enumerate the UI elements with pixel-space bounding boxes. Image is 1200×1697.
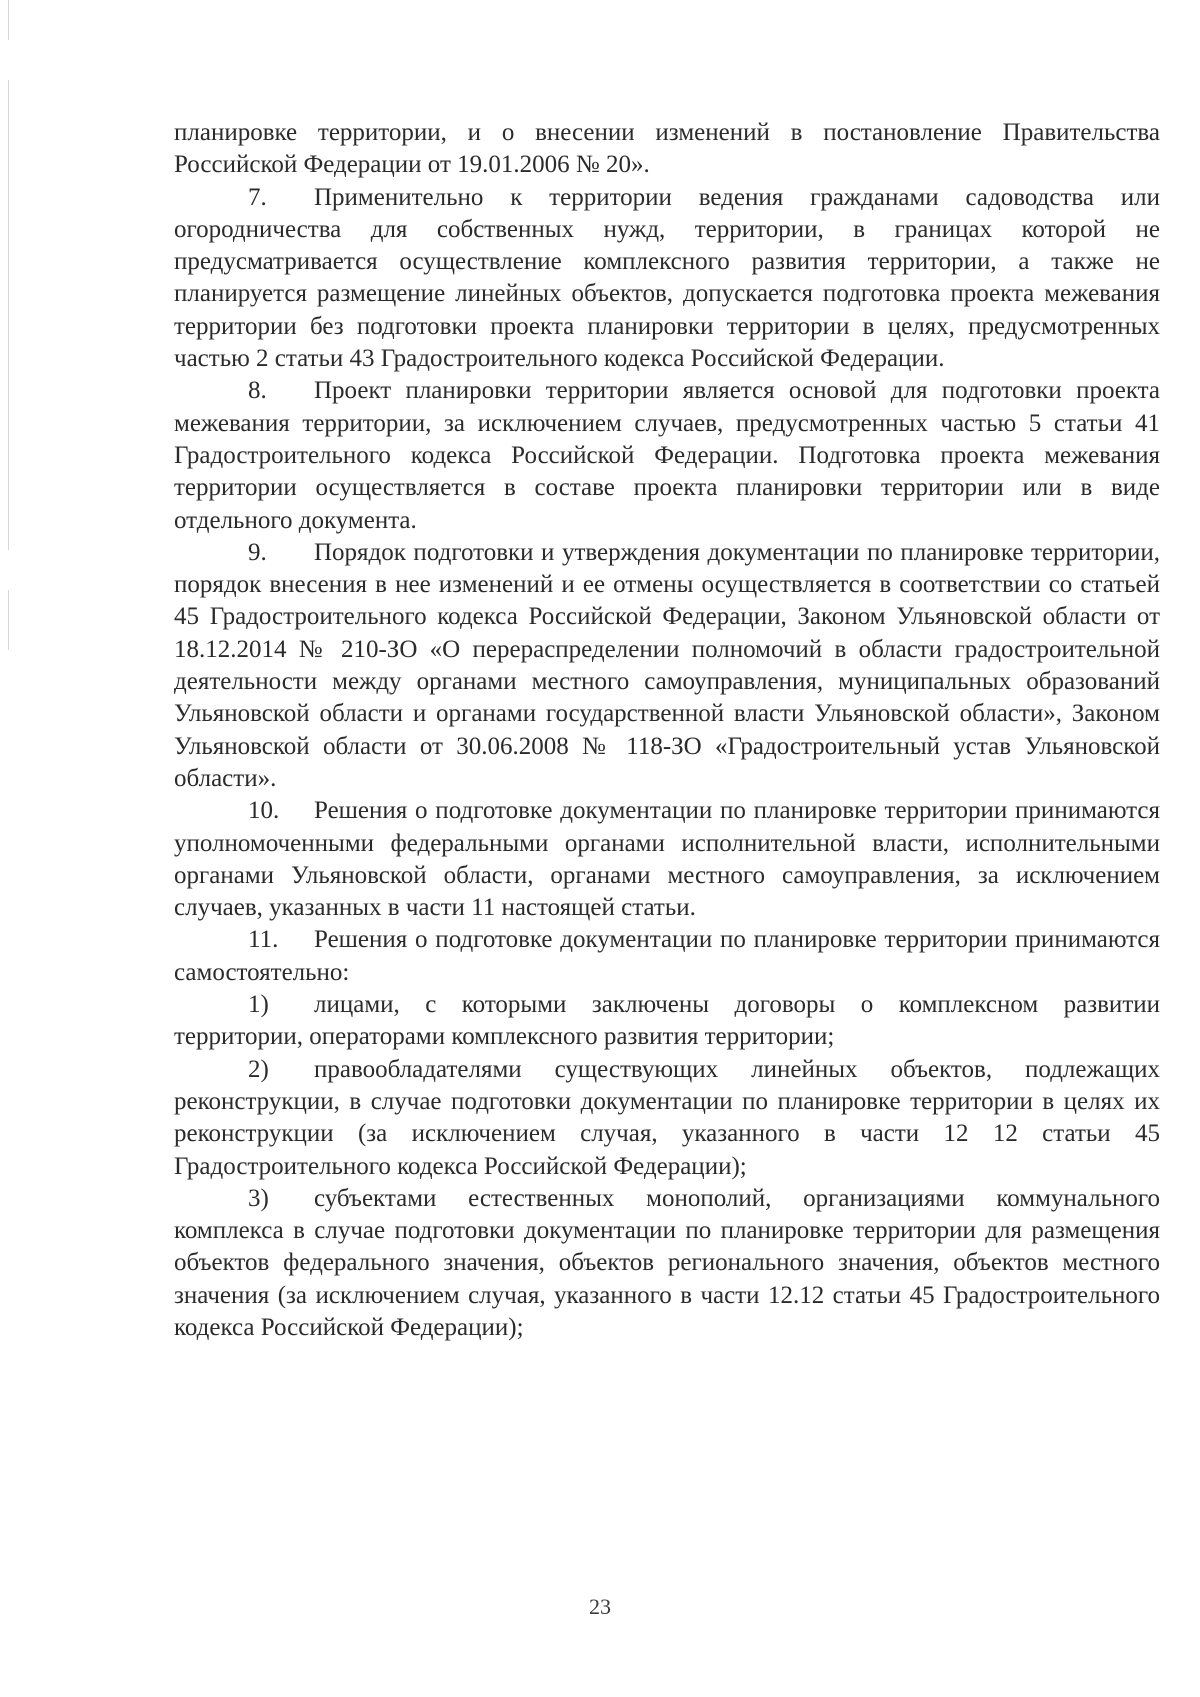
paragraph-continuation [174, 117, 1160, 182]
paragraph-11 [174, 924, 1160, 989]
list-item-text: лицами, с которыми заключены договоры о комплексном развитии территории, операторами комплексного развития территории; [174, 991, 1160, 1051]
paragraph-number: 8. [248, 377, 267, 405]
list-item-number: 3) [248, 1184, 269, 1212]
scan-edge-mark [8, 80, 9, 550]
paragraph-text: Проект планировки территории является основой для подготовки проекта межевания территории, за исключением случаев, предусмотренных частью 5 статьи 41 Градостроительного кодекса Российской Федерации. Подготовка проекта межевания территории осуществляется в составе проекта планировки территории или в виде отдельного документа. [174, 377, 1160, 534]
paragraph-number: 7. [248, 183, 267, 211]
list-item-2 [174, 1054, 1160, 1183]
list-item-text: субъектами естественных монополий, организациями коммунального комплекса в случае подготовки документации по планировке территории для размещения объектов федерального значения, объектов регионального значения, объектов местного значения (за исключением случая, указанного в части 12.12 статьи 45 Градостроительного кодекса Российской Федерации); [174, 1184, 1160, 1341]
paragraph-8 [174, 375, 1160, 536]
paragraph-number: 9. [248, 538, 267, 566]
list-item-3 [174, 1183, 1160, 1344]
paragraph-text: Порядок подготовки и утверждения документации по планировке территории, порядок внесения в нее изменений и ее отмены осуществляется в соответствии со статьей 45 Градостроительного кодекса Российской Федерации, Законом Ульяновской области от 18.12.2014 № 210-ЗО «О перераспределении полномочий в области градостроительной деятельности между органами местного самоуправления, муниципальных образований Ульяновской области и органами государственной власти Ульяновской области», Законом Ульяновской области от 30.06.2008 № 118-ЗО «Градостроительный устав Ульяновской области». [174, 538, 1160, 792]
document-body [174, 117, 1160, 1344]
paragraph-10 [174, 795, 1160, 924]
paragraph-9 [174, 537, 1160, 795]
scan-edge-mark [8, 0, 9, 40]
list-item-number: 1) [248, 991, 269, 1019]
list-item-number: 2) [248, 1055, 269, 1083]
list-item-1 [174, 989, 1160, 1054]
paragraph-number: 10. [248, 797, 280, 825]
paragraph-text: планировке территории, и о внесении изменений в постановление Правительства Российской Федерации от 19.01.2006 № 20». [174, 119, 1160, 179]
paragraph-text: Применительно к территории ведения гражданами садоводства или огородничества для собственных нужд, территории, в границах которой не предусматривается осуществление комплексного развития территории, а также не планируется размещение линейных объектов, допускается подготовка проекта межевания территории без подготовки проекта планировки территории в целях, предусмотренных частью 2 статьи 43 Градостроительного кодекса Российской Федерации. [174, 183, 1160, 373]
paragraph-number: 11. [248, 926, 279, 954]
list-item-text: правообладателями существующих линейных объектов, подлежащих реконструкции, в случае подготовки документации по планировке территории в целях их реконструкции (за исключением случая, указанного в части 12 12 статьи 45 Градостроительного кодекса Российской Федерации); [174, 1055, 1160, 1180]
paragraph-text: Решения о подготовке документации по планировке территории принимаются самостоятельно: [174, 926, 1160, 986]
paragraph-text: Решения о подготовке документации по планировке территории принимаются уполномоченными федеральными органами исполнительной власти, исполнительными органами Ульяновской области, органами местного самоуправления, за исключением случаев, указанных в части 11 настоящей статьи. [174, 797, 1160, 922]
page-number: 23 [589, 1594, 611, 1619]
paragraph-7 [174, 182, 1160, 376]
scan-edge-mark [8, 590, 9, 650]
